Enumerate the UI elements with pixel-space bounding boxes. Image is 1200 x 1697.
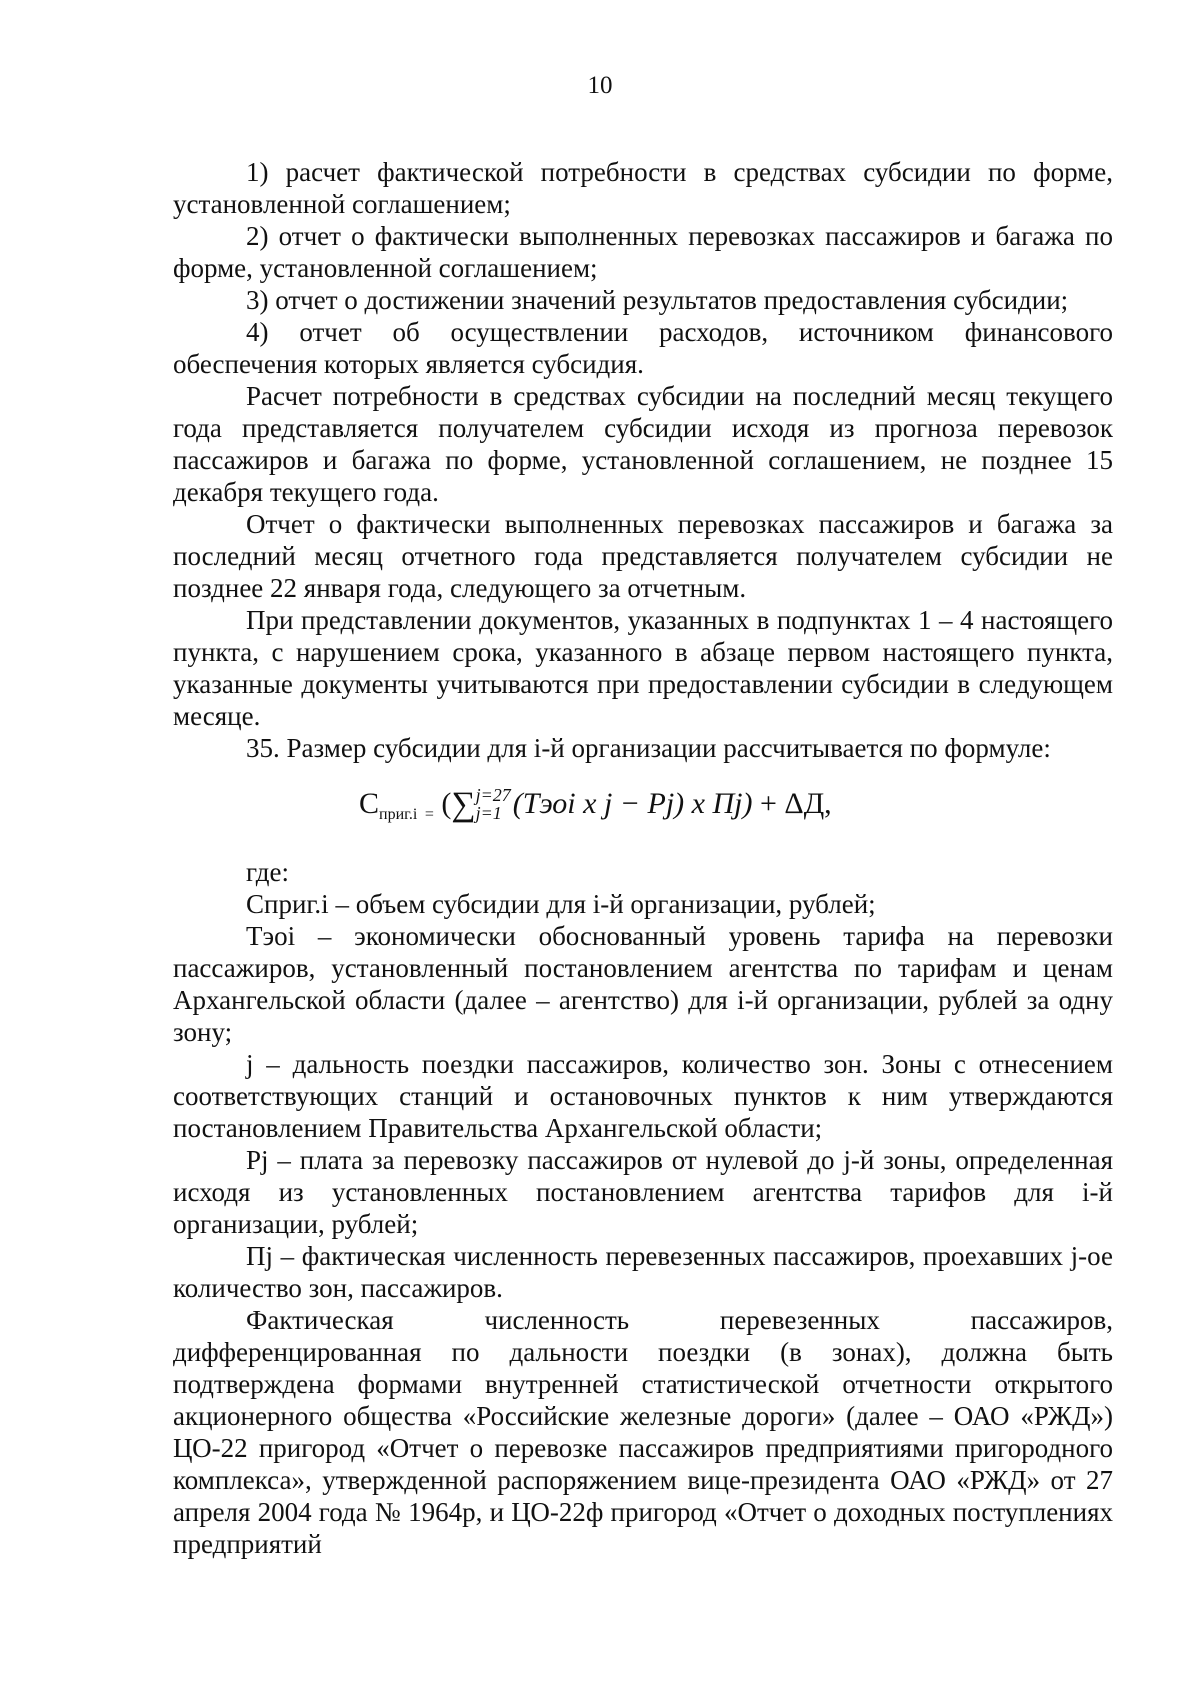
- paragraph-passenger-statistics: Фактическая численность перевезенных пассажиров, дифференцированная по дальности поездки (в зонах), должна быть подтверждена формами внутренней статистической отчетности открытого акционерного общества «Российские железные дороги» (далее – ОАО «РЖД») ЦО-22 пригород «Отчет о перевозке пассажиров предприятиями пригородного комплекса», утвержденной распоряжением вице-президента ОАО «РЖД» от 27 апреля 2004 года № 1964р, и ЦО-22ф пригород «Отчет о доходных поступлениях предприятий: [173, 1305, 1113, 1559]
- definition-distance: j – дальность поездки пассажиров, количество зон. Зоны с отнесением соответствующих станций и остановочных пунктов к ним утверждаются постановлением Правительства Архангельской области;: [173, 1049, 1113, 1143]
- paragraph-report-deadline: Отчет о фактически выполненных перевозках пассажиров и багажа за последний месяц отчетного года представляется получателем субсидии не позднее 22 января года, следующего за отчетным.: [173, 509, 1113, 603]
- page-number: 10: [587, 72, 613, 99]
- paragraph-where: где:: [246, 857, 289, 887]
- sum-upper-limit: j=27: [475, 785, 511, 806]
- formula-body: (Тэоi х j − Pj) х Пj): [512, 787, 753, 820]
- formula-open-paren: (: [441, 787, 452, 820]
- formula-lhs: С: [359, 787, 380, 820]
- subsidy-formula: [173, 764, 1113, 856]
- paragraph-late-submission: При представлении документов, указанных в подпунктах 1 – 4 настоящего пункта, с нарушением срока, указанного в абзаце первом настоящего пункта, указанные документы учитываются при предоставлении субсидии в следующем месяце.: [173, 605, 1113, 731]
- paragraph-item-2: 2) отчет о фактически выполненных перевозках пассажиров и багажа по форме, установленной соглашением;: [173, 221, 1113, 283]
- paragraph-item-3: 3) отчет о достижении значений результатов предоставления субсидии;: [246, 285, 1069, 315]
- formula-lhs-subscript: приг.i: [379, 806, 418, 823]
- formula-tail: + ΔД,: [759, 787, 832, 820]
- paragraph-calc-deadline: Расчет потребности в средствах субсидии на последний месяц текущего года представляется получателем субсидии исходя из прогноза перевозок пассажиров и багажа по форме, установленной соглашением, не позднее 15 декабря текущего года.: [173, 381, 1113, 507]
- formula-equals: =: [424, 806, 434, 823]
- paragraph-item-1: 1) расчет фактической потребности в средствах субсидии по форме, установленной соглашением;: [173, 157, 1113, 219]
- sum-symbol: ∑: [451, 786, 476, 823]
- definition-fare: Pj – плата за перевозку пассажиров от нулевой до j-й зоны, определенная исходя из установленных постановлением агентства тарифов для i-й организации, рублей;: [173, 1145, 1113, 1239]
- paragraph-item-4: 4) отчет об осуществлении расходов, источником финансового обеспечения которых является субсидия.: [173, 317, 1113, 379]
- paragraph-section-35: 35. Размер субсидии для i-й организации рассчитывается по формуле:: [246, 733, 1051, 763]
- definition-passengers: Пj – фактическая численность перевезенных пассажиров, проехавших j-ое количество зон, пассажиров.: [173, 1241, 1113, 1303]
- definition-subsidy-volume: Сприг.i – объем субсидии для i-й организации, рублей;: [246, 889, 876, 919]
- document-body: [173, 156, 1113, 1560]
- sum-limits: [476, 786, 511, 822]
- formula-expression: [359, 784, 832, 835]
- definition-tariff: Тэоi – экономически обоснованный уровень тарифа на перевозки пассажиров, установленный постановлением агентства по тарифам и ценам Архангельской области (далее – агентство) для i-й организации, рублей за одну зону;: [173, 921, 1113, 1047]
- sum-lower-limit: j=1: [475, 803, 502, 824]
